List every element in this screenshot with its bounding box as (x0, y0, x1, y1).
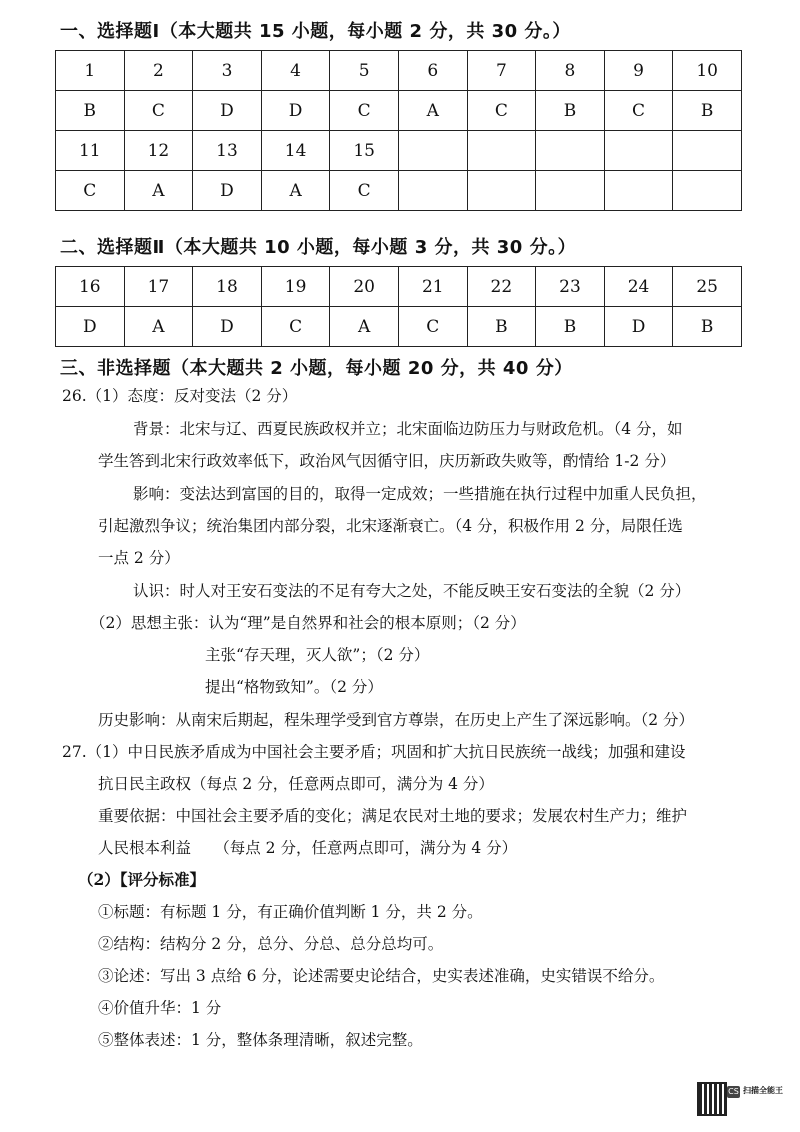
table-cell: D (604, 307, 673, 347)
table-cell: C (124, 91, 193, 131)
table-cell: B (536, 307, 605, 347)
table-cell: 9 (604, 51, 673, 91)
table-cell (673, 131, 742, 171)
answer-table-2 (55, 266, 742, 347)
answer-line: ②结构：结构分 2 分，总分、分总、总分总均可。 (98, 935, 444, 953)
table-cell: 18 (193, 267, 262, 307)
answer-line: ⑤整体表述：1 分，整体条理清晰，叙述完整。 (98, 1031, 423, 1049)
table-cell: B (673, 91, 742, 131)
table-row (56, 91, 742, 131)
scanner-logo-icon: CS (728, 1087, 739, 1096)
answer-line: 背景：北宋与辽、西夏民族政权并立；北宋面临边防压力与财政危机。（4 分，如 (133, 420, 683, 438)
table-cell: B (536, 91, 605, 131)
table-cell: D (261, 91, 330, 131)
table-row (56, 131, 742, 171)
table-cell: 10 (673, 51, 742, 91)
answer-table-1 (55, 50, 742, 211)
scanner-app-name: 扫描全能王 (743, 1086, 783, 1095)
answer-line: （2）【评分标准】 (78, 870, 206, 889)
table-cell: C (330, 91, 399, 131)
answer-line: （2）思想主张：认为“理”是自然界和社会的根本原则；（2 分） (90, 614, 526, 632)
answer-line: 26.（1）态度：反对变法（2 分） (62, 387, 298, 405)
table-cell: 1 (56, 51, 125, 91)
table-cell: 3 (193, 51, 262, 91)
table-cell (398, 171, 467, 211)
answer-line: 人民根本利益 （每点 2 分，任意两点即可，满分为 4 分） (98, 839, 518, 857)
table-cell: D (193, 307, 262, 347)
table-row (56, 267, 742, 307)
table-cell: 24 (604, 267, 673, 307)
answer-line: 引起激烈争议；统治集团内部分裂，北宋逐渐衰亡。（4 分，积极作用 2 分，局限任选 (98, 517, 683, 535)
table-cell: 7 (467, 51, 536, 91)
table-cell: 12 (124, 131, 193, 171)
table-cell: A (124, 307, 193, 347)
table-cell: A (124, 171, 193, 211)
table-row (56, 307, 742, 347)
answer-line: 影响：变法达到富国的目的，取得一定成效；一些措施在执行过程中加重人民负担， (133, 485, 707, 503)
table-cell (536, 131, 605, 171)
table-cell: C (330, 171, 399, 211)
table-cell: 11 (56, 131, 125, 171)
answer-line: 历史影响：从南宋后期起，程朱理学受到官方尊崇，在历史上产生了深远影响。（2 分） (98, 711, 695, 729)
table-row (56, 51, 742, 91)
answer-line: 抗日民主政权（每点 2 分，任意两点即可，满分为 4 分） (98, 775, 494, 793)
table-cell: 22 (467, 267, 536, 307)
table-cell: 25 (673, 267, 742, 307)
table-cell: A (398, 91, 467, 131)
table-cell (604, 171, 673, 211)
section2-title: 二、选择题Ⅱ（本大题共 10 小题，每小题 3 分，共 30 分。） (60, 237, 577, 258)
table-cell (467, 171, 536, 211)
answer-line: 提出“格物致知”。（2 分） (205, 678, 383, 696)
answer-line: 重要依据：中国社会主要矛盾的变化；满足农民对土地的要求；发展农村生产力；维护 (98, 807, 688, 825)
section1-title: 一、选择题Ⅰ（本大题共 15 小题，每小题 2 分，共 30 分。） (60, 21, 571, 42)
table-cell: 6 (398, 51, 467, 91)
answer-line: 27.（1）中日民族矛盾成为中国社会主要矛盾；巩固和扩大抗日民族统一战线；加强和建设 (62, 743, 686, 761)
table-cell: A (261, 171, 330, 211)
table-cell: 16 (56, 267, 125, 307)
table-cell: 13 (193, 131, 262, 171)
table-cell: C (261, 307, 330, 347)
table-cell: B (673, 307, 742, 347)
table-cell: 14 (261, 131, 330, 171)
qr-code-icon (697, 1082, 727, 1116)
table-cell: B (467, 307, 536, 347)
table-cell (467, 131, 536, 171)
table-cell: C (56, 171, 125, 211)
table-cell: 19 (261, 267, 330, 307)
table-cell: 20 (330, 267, 399, 307)
table-cell: 8 (536, 51, 605, 91)
table-cell: 17 (124, 267, 193, 307)
answer-line: 认识：时人对王安石变法的不足有夸大之处，不能反映王安石变法的全貌（2 分） (133, 582, 691, 600)
table-cell: C (398, 307, 467, 347)
answer-line: 一点 2 分） (98, 549, 180, 567)
table-cell (604, 131, 673, 171)
table-cell: B (56, 91, 125, 131)
table-cell: 5 (330, 51, 399, 91)
table-cell (673, 171, 742, 211)
table-cell: 21 (398, 267, 467, 307)
table-cell (398, 131, 467, 171)
table-cell: A (330, 307, 399, 347)
answer-line: 主张“存天理，灭人欲”；（2 分） (205, 646, 430, 664)
answer-line: 学生答到北宋行政效率低下，政治风气因循守旧，庆历新政失败等，酌情给 1-2 分） (98, 452, 676, 470)
table-cell: C (604, 91, 673, 131)
answer-line: ④价值升华：1 分 (98, 999, 222, 1017)
section3-title: 三、非选择题（本大题共 2 小题，每小题 20 分，共 40 分） (60, 358, 573, 379)
table-cell: 2 (124, 51, 193, 91)
table-cell: 15 (330, 131, 399, 171)
table-cell: 23 (536, 267, 605, 307)
answer-line: ③论述：写出 3 点给 6 分，论述需要史论结合，史实表述准确，史实错误不给分。 (98, 967, 665, 985)
table-cell: D (56, 307, 125, 347)
table-cell (536, 171, 605, 211)
table-cell: D (193, 91, 262, 131)
answer-line: ①标题：有标题 1 分，有正确价值判断 1 分，共 2 分。 (98, 903, 483, 921)
table-cell: C (467, 91, 536, 131)
table-cell: D (193, 171, 262, 211)
table-cell: 4 (261, 51, 330, 91)
table-row (56, 171, 742, 211)
